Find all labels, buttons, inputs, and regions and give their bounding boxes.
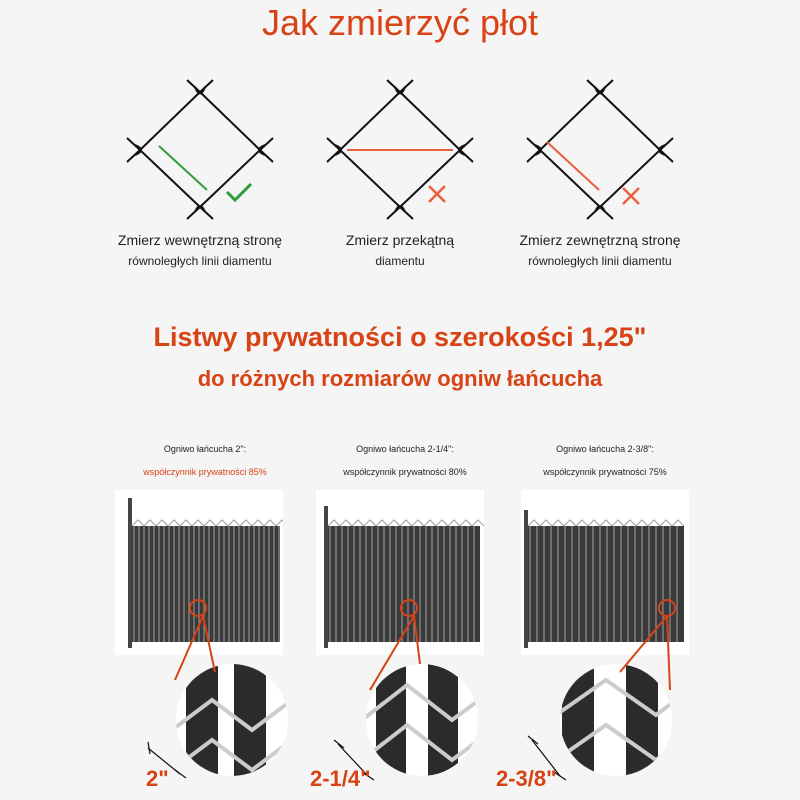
zoom-detail [362, 660, 482, 780]
caption-line1: Zmierz zewnętrzną stronę [519, 232, 681, 248]
caption-line2: diamentu [375, 254, 425, 268]
page-title: Jak zmierzyć płot [261, 2, 539, 43]
caption-line2: równoległych linii diamentu [528, 254, 672, 268]
chain-diamond [127, 80, 273, 219]
cross-icon [429, 186, 445, 202]
check-icon [227, 184, 251, 200]
cross-icon [623, 188, 639, 204]
caption-line2: równoległych linii diamentu [128, 254, 272, 268]
privacy-factor: współczynnik prywatności 80% [343, 467, 467, 477]
fence-photo [521, 490, 689, 655]
chain-diamond [527, 80, 673, 219]
privacy-factor: współczynnik prywatności 85% [143, 467, 267, 477]
caption-inside [90, 230, 310, 272]
section-subheading: do różnych rozmiarów ogniw łańcucha [197, 366, 603, 391]
section-heading: Listwy prywatności o szerokości 1,25" [153, 322, 647, 352]
link-size-label: 2-1/4" [310, 766, 371, 791]
zoom-detail [172, 660, 292, 780]
link-size-label: 2" [146, 766, 169, 791]
fence-photo [115, 490, 283, 655]
measure-line-outside [547, 142, 599, 190]
zoom-detail [556, 660, 676, 780]
diamond-diagonal-diagram [315, 72, 485, 222]
caption-line1: Zmierz przekątną [345, 232, 455, 248]
fence-photo [316, 490, 484, 655]
caption-line1: Zmierz wewnętrzną stronę [117, 232, 283, 248]
caption-diagonal [290, 230, 510, 272]
diamond-outside-diagram [515, 72, 685, 222]
column-title: Ogniwo łańcucha 2-3/8": [556, 444, 654, 454]
measure-line-inside [159, 146, 207, 190]
diamond-inside-diagram [115, 72, 285, 222]
link-size-label: 2-3/8" [496, 766, 557, 791]
column-title: Ogniwo łańcucha 2-1/4": [356, 444, 454, 454]
privacy-factor: współczynnik prywatności 75% [543, 467, 667, 477]
column-title: Ogniwo łańcucha 2": [163, 444, 247, 454]
caption-outside [490, 230, 710, 272]
